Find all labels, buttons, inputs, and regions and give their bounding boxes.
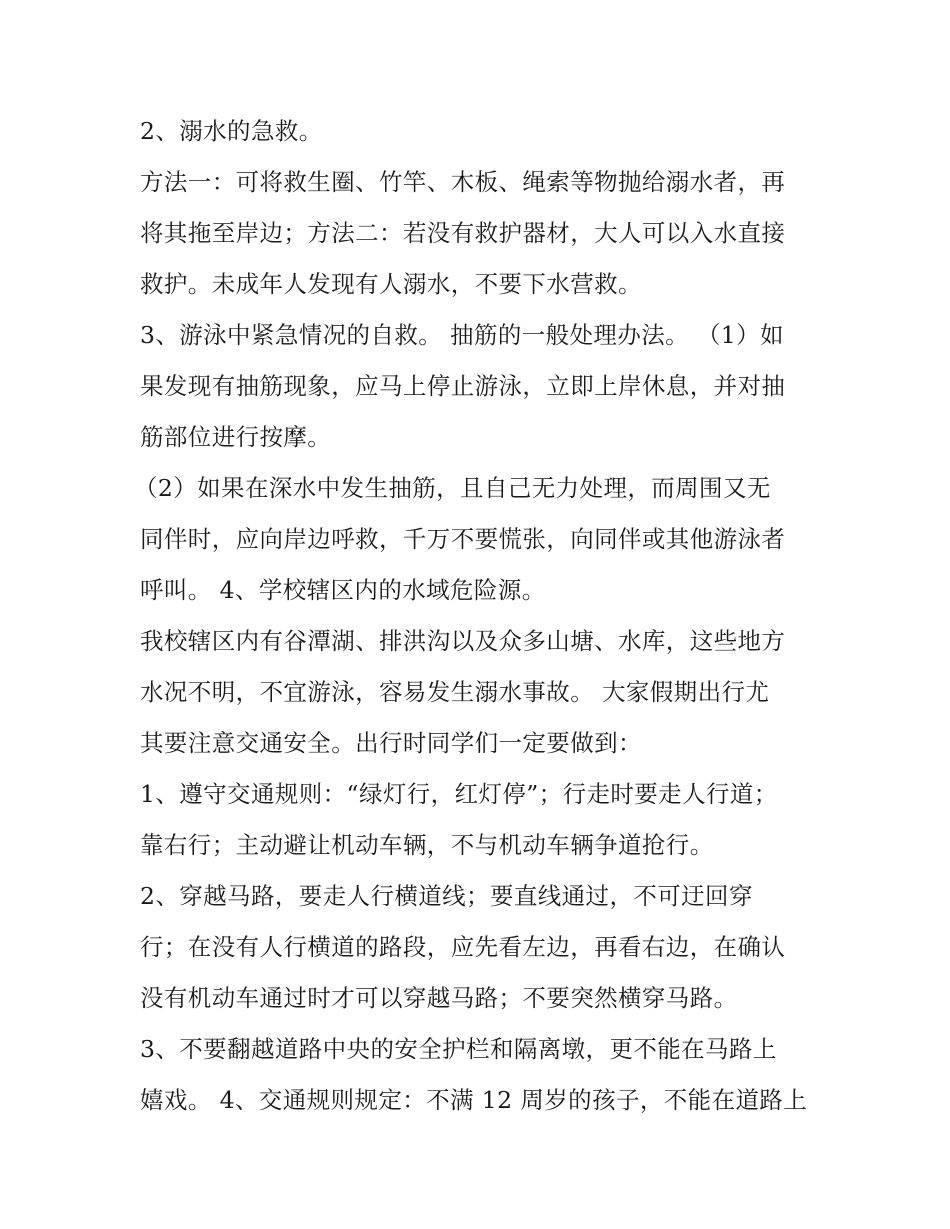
text-line: 呼叫。 4、学校辖区内的水域危险源。 bbox=[140, 576, 546, 604]
text-line: 方法一：可将救生圈、竹竿、木板、绳索等物抛给溺水者，再 bbox=[140, 168, 786, 196]
text-line: 将其拖至岸边；方法二：若没有救护器材，大人可以入水直接 bbox=[140, 219, 786, 247]
text-line: 2、溺水的急救。 bbox=[140, 117, 323, 145]
text-line: 2、穿越马路，要走人行横道线；要直线通过，不可迂回穿 bbox=[140, 882, 753, 910]
text-line: 筋部位进行按摩。 bbox=[140, 423, 332, 451]
text-line: 同伴时，应向岸边呼救，千万不要慌张，向同伴或其他游泳者 bbox=[140, 525, 786, 553]
text-line: 我校辖区内有谷潭湖、排洪沟以及众多山塘、水库，这些地方 bbox=[140, 627, 786, 655]
text-line: 没有机动车通过时才可以穿越马路；不要突然横穿马路。 bbox=[140, 984, 738, 1012]
text-line: 水况不明，不宜游泳，容易发生溺水事故。 大家假期出行尤 bbox=[140, 678, 770, 706]
text-line: 嬉戏。 4、交通规则规定：不满 12 周岁的孩子，不能在道路上 bbox=[140, 1086, 808, 1114]
document-body bbox=[134, 106, 830, 1126]
text-line: 3、不要翻越道路中央的安全护栏和隔离墩，更不能在马路上 bbox=[140, 1035, 777, 1063]
text-line: 其要注意交通安全。出行时同学们一定要做到： bbox=[140, 729, 642, 757]
text-line: 行；在没有人行横道的路段，应先看左边，再看右边，在确认 bbox=[140, 933, 786, 961]
text-line: 3、游泳中紧急情况的自救。 抽筋的一般处理办法。 （1）如 bbox=[140, 321, 784, 349]
text-line: 1、遵守交通规则：“绿灯行，红灯停”；行走时要走人行道； bbox=[140, 780, 778, 808]
text-line: 果发现有抽筋现象，应马上停止游泳，立即上岸休息，并对抽 bbox=[140, 372, 786, 400]
text-line: 救护。未成年人发现有人溺水，不要下水营救。 bbox=[140, 270, 642, 298]
text-line: （2）如果在深水中发生抽筋，且自己无力处理，而周围又无 bbox=[134, 474, 771, 502]
text-line: 靠右行；主动避让机动车辆，不与机动车辆争道抢行。 bbox=[140, 831, 714, 859]
